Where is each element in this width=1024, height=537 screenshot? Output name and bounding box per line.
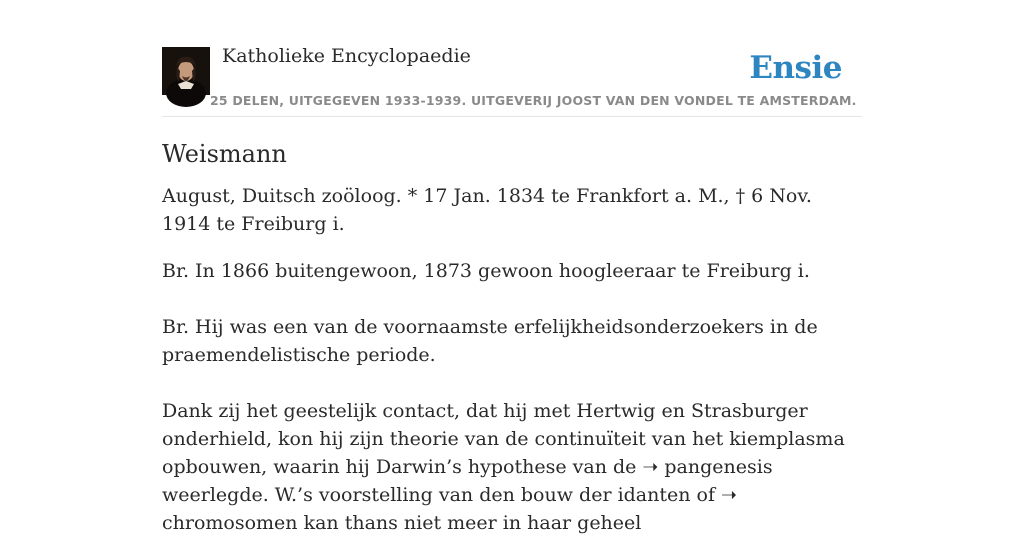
portrait-avatar-icon[interactable] <box>162 47 210 95</box>
page-header <box>162 40 862 117</box>
book-title[interactable]: Katholieke Encyclopaedie <box>222 45 471 67</box>
entry-content <box>162 138 862 537</box>
ensie-logo[interactable]: Ensie <box>749 50 842 86</box>
entry-paragraph: Br. Hij was een van de voornaamste erfelijkheidsonderzoekers in de praemendelistische periode. <box>162 316 818 366</box>
entry-title: Weismann <box>162 140 287 168</box>
entry-paragraph: Dank zij het geestelijk contact, dat hij met Hertwig en Strasburger onderhield, kon hij zijn theorie van de continuïteit van het kiemplasma opbouwen, waarin hij Darwin’s hypothese van de ➝ pangenesis weerlegde. W.’s voorstelling van den bouw der idanten of ➝ chromosomen kan thans niet meer in haar geheel <box>162 400 845 534</box>
book-subtitle: 25 DELEN, UITGEGEVEN 1933-1939. UITGEVERIJ JOOST VAN DEN VONDEL TE AMSTERDAM. <box>210 93 857 108</box>
entry-paragraph: Br. In 1866 buitengewoon, 1873 gewoon hoogleeraar te Freiburg i. <box>162 260 810 282</box>
portrait-illustration <box>162 47 210 95</box>
entry-paragraph: August, Duitsch zoöloog. * 17 Jan. 1834 te Frankfort a. M., † 6 Nov. 1914 te Freiburg i. <box>162 185 812 235</box>
